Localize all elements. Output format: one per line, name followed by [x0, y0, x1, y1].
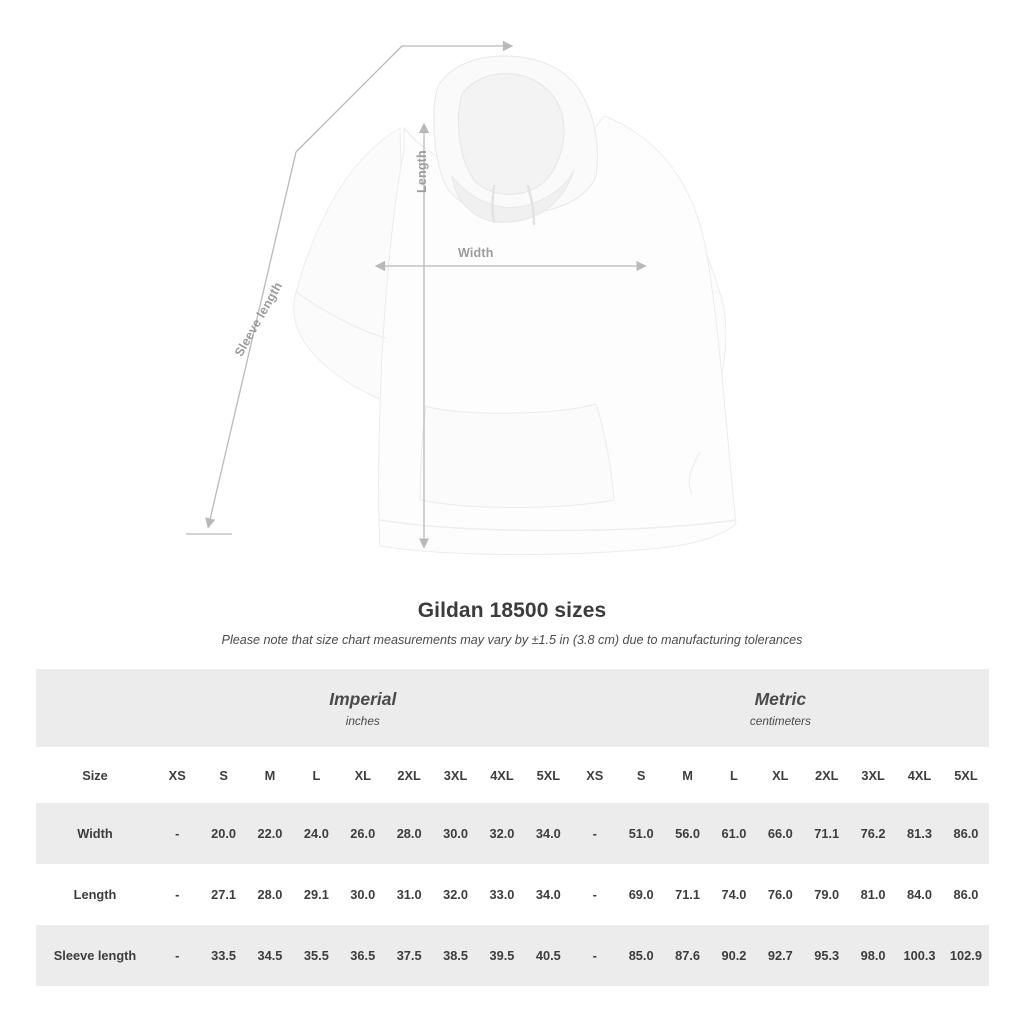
cell-width-metric-4xl: 81.3	[896, 803, 942, 864]
cell-width-metric-m: 56.0	[664, 803, 710, 864]
cell-width-metric-2xl: 71.1	[804, 803, 850, 864]
unit-header-imperial	[154, 669, 572, 747]
cell-length-metric-4xl: 84.0	[896, 864, 942, 925]
cell-sleeve-imperial-2xl: 37.5	[386, 925, 432, 986]
table-row	[36, 864, 989, 925]
cell-width-imperial-s: 20.0	[200, 803, 246, 864]
cell-length-imperial-5xl: 34.0	[525, 864, 571, 925]
unit-header-row	[36, 669, 989, 747]
size-header-metric-xs: XS	[572, 747, 618, 803]
cell-sleeve-metric-xs: -	[572, 925, 618, 986]
cell-sleeve-imperial-s: 33.5	[200, 925, 246, 986]
size-header-imperial-3xl: 3XL	[432, 747, 478, 803]
cell-length-imperial-m: 28.0	[247, 864, 293, 925]
cell-sleeve-imperial-m: 34.5	[247, 925, 293, 986]
size-header-imperial-xs: XS	[154, 747, 200, 803]
cell-width-metric-3xl: 76.2	[850, 803, 896, 864]
cell-sleeve-metric-5xl: 102.9	[943, 925, 989, 986]
cell-length-metric-m: 71.1	[664, 864, 710, 925]
unit-header-corner	[36, 669, 154, 747]
cell-sleeve-imperial-4xl: 39.5	[479, 925, 525, 986]
hoodie-shape	[294, 56, 736, 555]
cell-length-imperial-xl: 30.0	[340, 864, 386, 925]
cell-length-imperial-s: 27.1	[200, 864, 246, 925]
size-header-metric-2xl: 2XL	[804, 747, 850, 803]
size-header-imperial-2xl: 2XL	[386, 747, 432, 803]
cell-width-metric-5xl: 86.0	[943, 803, 989, 864]
cell-sleeve-metric-2xl: 95.3	[804, 925, 850, 986]
cell-width-imperial-m: 22.0	[247, 803, 293, 864]
size-table	[36, 669, 989, 986]
size-header-metric-m: M	[664, 747, 710, 803]
cell-sleeve-metric-m: 87.6	[664, 925, 710, 986]
cell-width-imperial-3xl: 30.0	[432, 803, 478, 864]
width-dimension-label: Width	[458, 246, 494, 260]
row-label-length: Length	[36, 864, 154, 925]
unit-name-metric: Metric	[754, 688, 807, 709]
page-title: Gildan 18500 sizes	[417, 599, 607, 622]
size-header-row	[36, 747, 989, 803]
chart-heading-block	[0, 599, 1024, 647]
size-header-metric-l: L	[711, 747, 757, 803]
cell-length-metric-xs: -	[572, 864, 618, 925]
cell-sleeve-imperial-xl: 36.5	[340, 925, 386, 986]
cell-length-imperial-4xl: 33.0	[479, 864, 525, 925]
cell-length-metric-l: 74.0	[711, 864, 757, 925]
cell-sleeve-metric-4xl: 100.3	[896, 925, 942, 986]
cell-sleeve-metric-l: 90.2	[711, 925, 757, 986]
cell-width-imperial-xs: -	[154, 803, 200, 864]
cell-width-imperial-5xl: 34.0	[525, 803, 571, 864]
cell-sleeve-imperial-5xl: 40.5	[525, 925, 571, 986]
unit-header-metric	[572, 669, 990, 747]
cell-width-imperial-2xl: 28.0	[386, 803, 432, 864]
cell-sleeve-metric-3xl: 98.0	[850, 925, 896, 986]
cell-width-metric-s: 51.0	[618, 803, 664, 864]
size-header-imperial-m: M	[247, 747, 293, 803]
cell-sleeve-metric-xl: 92.7	[757, 925, 803, 986]
unit-name-imperial: Imperial	[329, 688, 397, 709]
unit-sub-metric: centimeters	[749, 713, 811, 728]
cell-length-metric-xl: 76.0	[757, 864, 803, 925]
tolerance-note: Please note that size chart measurements may vary by ±1.5 in (3.8 cm) due to manufacturing tolerances	[221, 633, 803, 647]
size-header-metric-4xl: 4XL	[896, 747, 942, 803]
table-row	[36, 925, 989, 986]
cell-sleeve-imperial-l: 35.5	[293, 925, 339, 986]
size-header-imperial-5xl: 5XL	[525, 747, 571, 803]
size-header-imperial-l: L	[293, 747, 339, 803]
cell-length-imperial-l: 29.1	[293, 864, 339, 925]
size-header-metric-xl: XL	[757, 747, 803, 803]
cell-width-metric-xs: -	[572, 803, 618, 864]
cell-length-imperial-3xl: 32.0	[432, 864, 478, 925]
size-header-imperial-4xl: 4XL	[479, 747, 525, 803]
cell-sleeve-metric-s: 85.0	[618, 925, 664, 986]
cell-length-metric-s: 69.0	[618, 864, 664, 925]
size-header-imperial-s: S	[200, 747, 246, 803]
cell-width-metric-l: 61.0	[711, 803, 757, 864]
cell-width-imperial-4xl: 32.0	[479, 803, 525, 864]
size-header-metric-3xl: 3XL	[850, 747, 896, 803]
sleeve-length-dimension-label: Sleeve length	[232, 279, 286, 359]
cell-width-imperial-l: 24.0	[293, 803, 339, 864]
size-table-wrapper	[36, 669, 988, 986]
size-header-label: Size	[36, 747, 154, 803]
cell-length-metric-5xl: 86.0	[943, 864, 989, 925]
cell-length-metric-2xl: 79.0	[804, 864, 850, 925]
unit-sub-imperial: inches	[345, 713, 380, 728]
table-row	[36, 803, 989, 864]
cell-length-metric-3xl: 81.0	[850, 864, 896, 925]
length-dimension-label: Length	[415, 150, 429, 193]
cell-sleeve-imperial-xs: -	[154, 925, 200, 986]
row-label-width: Width	[36, 803, 154, 864]
cell-length-imperial-xs: -	[154, 864, 200, 925]
cell-length-imperial-2xl: 31.0	[386, 864, 432, 925]
cell-width-imperial-xl: 26.0	[340, 803, 386, 864]
size-header-metric-s: S	[618, 747, 664, 803]
size-header-metric-5xl: 5XL	[943, 747, 989, 803]
size-header-imperial-xl: XL	[340, 747, 386, 803]
cell-width-metric-xl: 66.0	[757, 803, 803, 864]
cell-sleeve-imperial-3xl: 38.5	[432, 925, 478, 986]
row-label-sleeve-length: Sleeve length	[36, 925, 154, 986]
